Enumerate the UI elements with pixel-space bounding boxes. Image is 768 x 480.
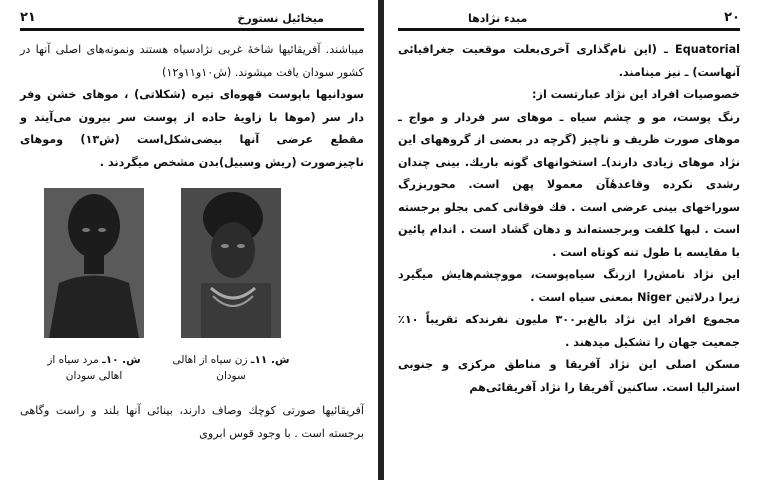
photo-man-sudan <box>44 188 144 338</box>
niger-paragraph <box>398 264 740 309</box>
right-running-title: مبدء نژادها <box>468 12 528 25</box>
left-paragraph-1: میباشند. آفریقائیها شاخهٔ غربی نژادسیاه هستند ونمونه‌های اصلی آنها در کشور سودان یافت میشوند. (ش۱۰و۱۱و۱۲) <box>20 43 364 79</box>
niger-text-after: بمعنی سیاه است . <box>530 290 634 304</box>
intro-text: ـ (این نام‌گذاری آخری‌بعلت موقعیت جغرافیائی آنهاست) ـ نیز مینامند. <box>398 43 740 79</box>
niger-text-before: این نژاد نامش‌را ازرنگ سیاه‌پوست، مووچشم‌هایش میگیرد زیرا درلاتین <box>398 268 740 304</box>
left-running-title: میخائیل نستورخ <box>237 12 324 25</box>
figure-text-11: زن سیاه از اهالی سودان <box>172 354 248 382</box>
left-page-header <box>20 10 364 31</box>
niger-term: Niger <box>637 290 672 304</box>
right-page-header <box>398 10 740 31</box>
right-page-number: ۲۰ <box>724 10 740 25</box>
habitat-paragraph: مسکن اصلی این نژاد آفریقا و مناطق مرکزی و جنوبی استرالیا است. ساکنین آفریقا را نژاد آفریقائی‌هم <box>398 358 740 394</box>
figure-caption-11 <box>171 352 291 384</box>
photo-woman-sudan <box>181 188 281 338</box>
right-intro-paragraph <box>398 39 740 84</box>
left-paragraph-2: سودانیها باپوست قهوه‌ای تیره (شکلاتی) ، موهای خشن وفر دار سر (موها با زاویهٔ حاده از پوست سر بیرون می‌آیند و مقطع عرضی آنها بیضی‌شکل‌است (ش۱۳) وموهای ناچیزصورت (ریش وسبیل)بدن مشخص میگردند . <box>20 88 364 169</box>
figure-row <box>20 188 364 382</box>
left-page-number: ۲۱ <box>20 10 36 25</box>
figure-label-10: ش. ۱۰ـ <box>102 354 141 366</box>
figure-caption-10 <box>34 352 154 384</box>
left-paragraph-3: آفریقائیها صورتی کوچك وصاف دارند، بینائی آنها بلند و راست وگاهی برجسته است . با وجود قوس ابروی <box>20 404 364 440</box>
figure-label-11: ش. ۱۱ـ <box>250 354 290 366</box>
figure-text-10: مرد سیاه از اهالی سودان <box>47 354 123 382</box>
left-page <box>0 0 378 480</box>
portrait-man-image <box>44 188 144 338</box>
right-page <box>384 0 768 480</box>
portrait-woman-image <box>181 188 281 338</box>
equatorial-term: Equatorial <box>675 43 740 56</box>
features-paragraph: رنگ پوست، مو و چشم سیاه ـ موهای سر فردار و مواج ـ موهای صورت ظریف و ناچیز (گرچه در بعضی از گروههای این نژاد موهای زیادی دارند)ـ استخوانهای گونه باریك. بینی چندان رشدی نکرده وقاعدهٔآن معمولا پهن است. محوربزرگ سوراخهای بینی عرضی است . فك فوقانی کمی بجلو برجسته است . لبها کلفت وبرجسته‌اند و دهان گشاد است . اندام پائین با مقایسه با طول تنه کوتاه است . <box>398 110 740 259</box>
population-paragraph: مجموع افراد این نژاد بالغ‌بر۳۰۰ ملیون نفرندکه تقریباً ۱۰٪ جمعیت جهان را تشکیل میدهند . <box>398 313 740 349</box>
features-intro: خصوصیات افراد این نژاد عبارتست از: <box>532 88 740 101</box>
